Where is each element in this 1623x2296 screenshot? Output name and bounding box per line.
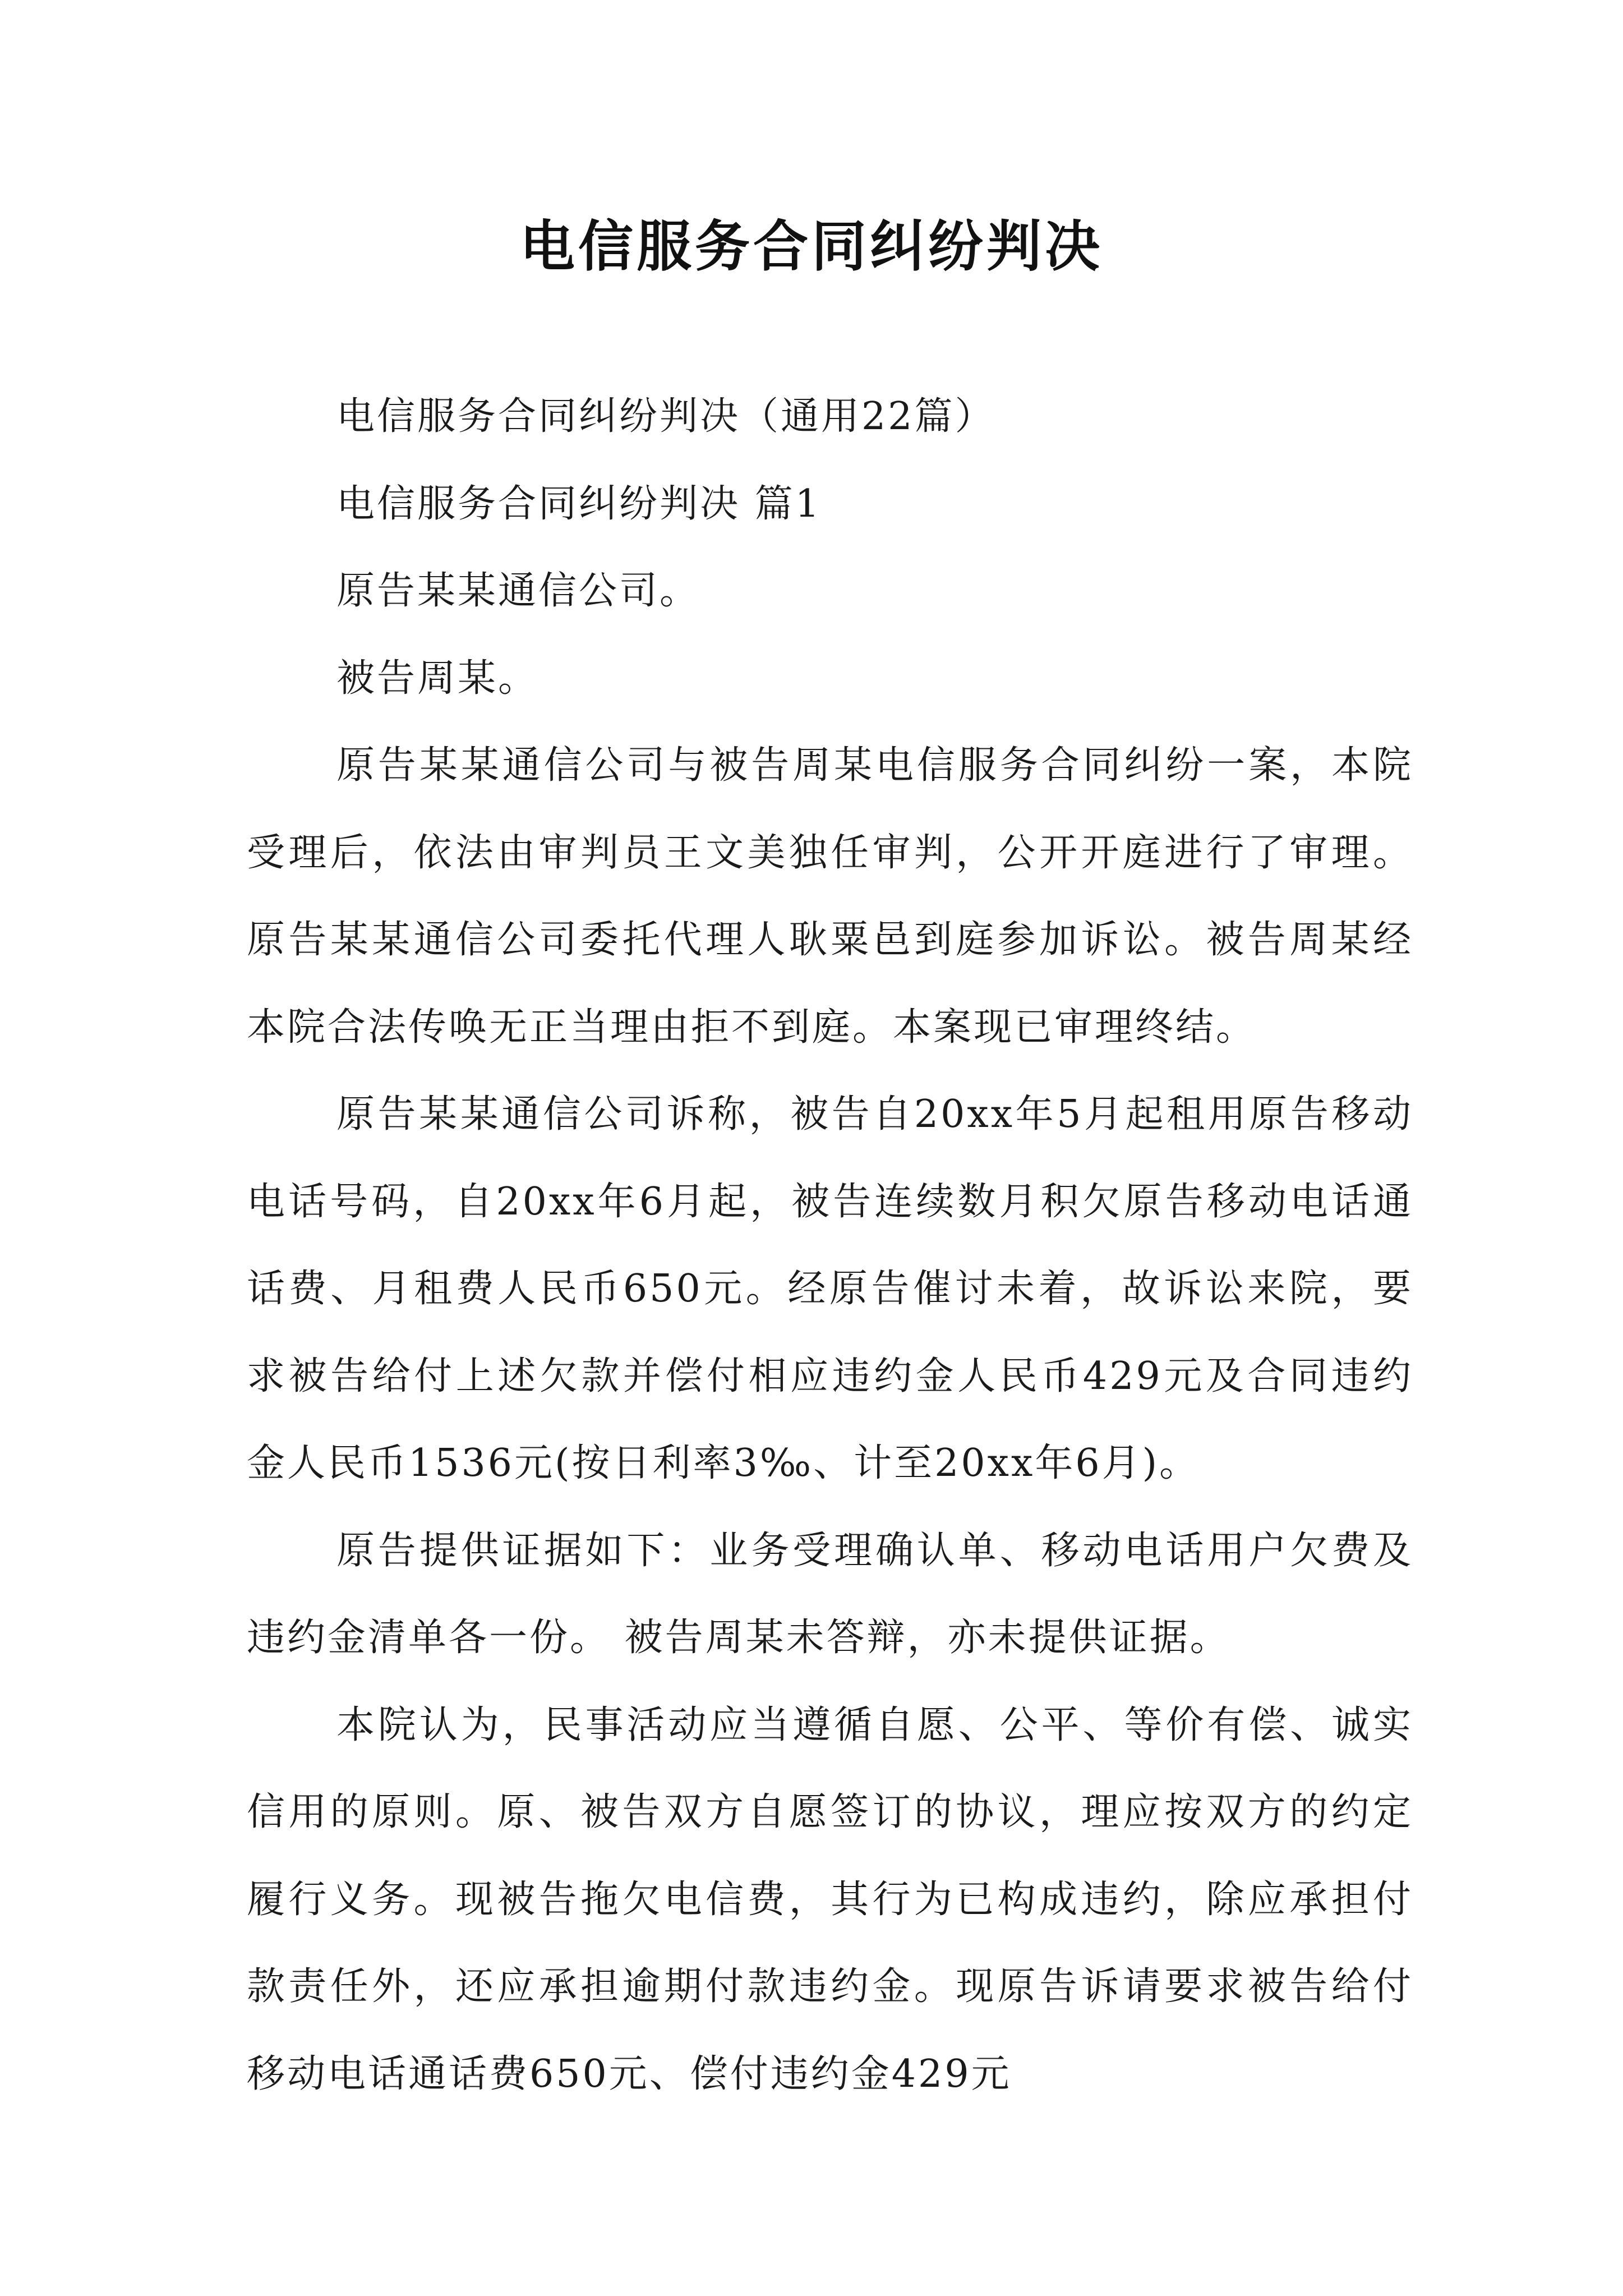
defendant-paragraph: 被告周某。 [336,656,539,701]
case-intro-paragraph: 原告某某通信公司与被告周某电信服务合同纠纷一案，本院受理后，依法由审判员王文美独任审判，公开开庭进行了审理。原告某某通信公司委托代理人耿粟邑到庭参加诉讼。被告周某经本院合法传唤无正当理由拒不到庭。本案现已审理终结。 [247,743,1413,1050]
document-body [247,373,1413,2118]
document-title: 电信服务合同纠纷判决 [519,215,1103,279]
plaintiff-paragraph: 原告某某通信公司。 [336,569,700,613]
court-opinion-paragraph: 本院认为，民事活动应当遵循自愿、公平、等价有偿、诚实信用的原则。原、被告双方自愿签订的协议，理应按双方的约定履行义务。现被告拖欠电信费，其行为已构成违约，除应承担付款责任外，还应承担逾期付款违约金。现原告诉请要求被告给付移动电话通话费650元、偿付违约金429元 [247,1703,1413,2096]
claim-paragraph: 原告某某通信公司诉称，被告自20xx年5月起租用原告移动电话号码，自20xx年6月起，被告连续数月积欠原告移动电话通话费、月租费人民币650元。经原告催讨未着，故诉讼来院，要求被告给付上述欠款并偿付相应违约金人民币429元及合同违约金人民币1536元(按日利率3‰、计至20xx年6月)。 [247,1092,1413,1485]
evidence-paragraph: 原告提供证据如下：业务受理确认单、移动电话用户欠费及违约金清单各一份。 被告周某未答辩，亦未提供证据。 [247,1528,1413,1660]
section-heading: 电信服务合同纠纷判决 篇1 [336,481,822,526]
subtitle-paragraph: 电信服务合同纠纷判决（通用22篇） [336,394,995,439]
